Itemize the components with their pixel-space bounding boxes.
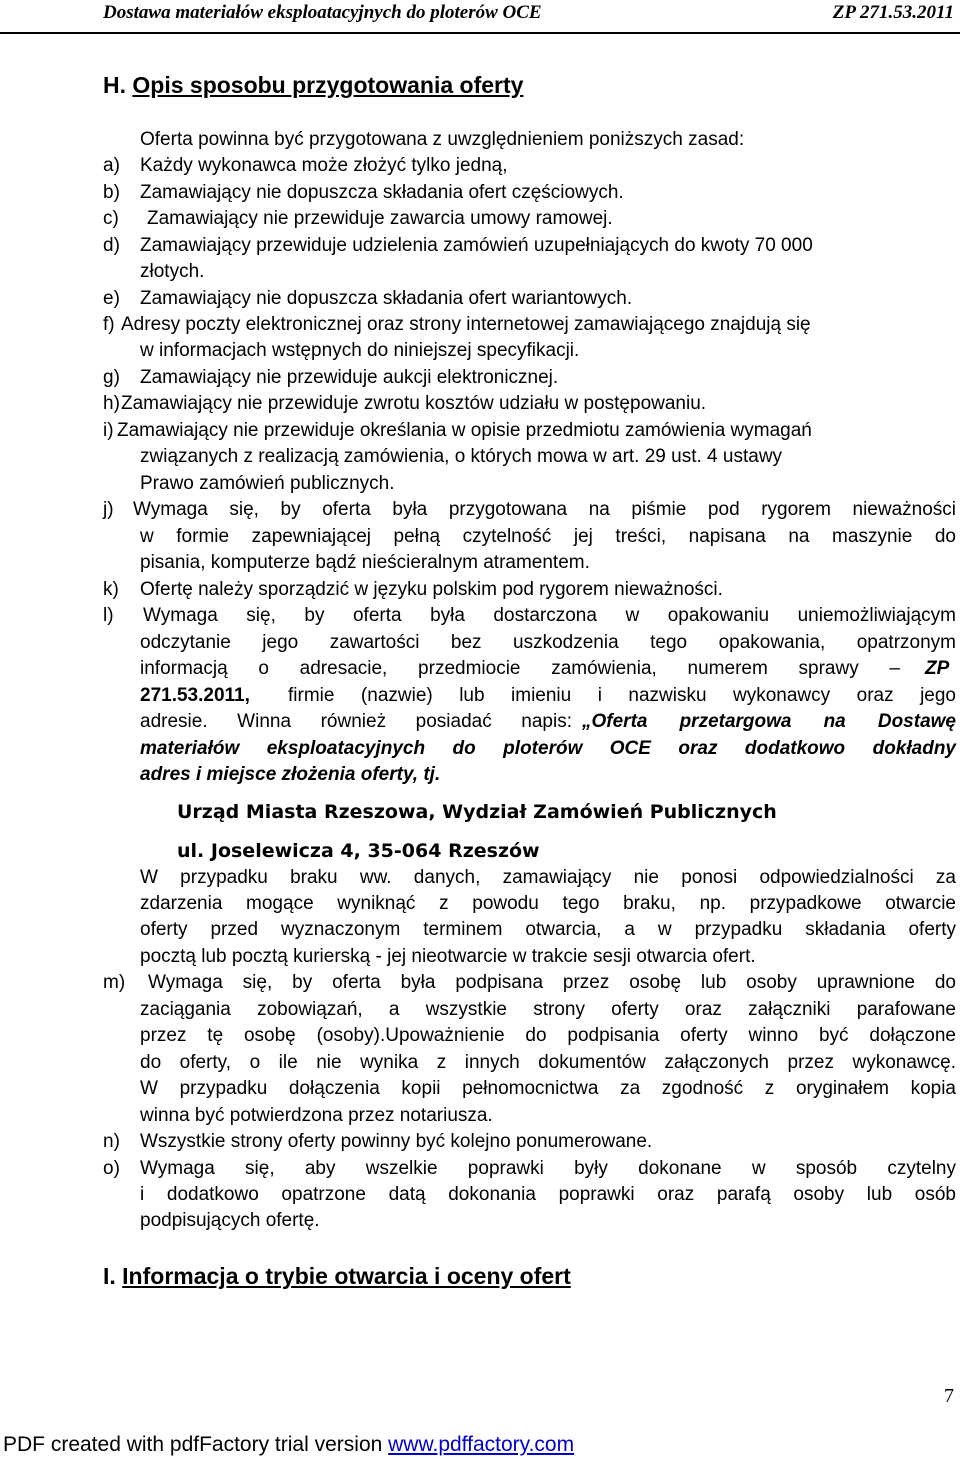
item-text: pisania, komputerze bądź nieścieralnym atramentem. <box>140 552 590 573</box>
item-text: w informacjach wstępnych do niniejszej specyfikacji. <box>140 340 580 361</box>
item-label: g) <box>103 367 120 388</box>
item-text: Wymaga się, by oferta była przygotowana na piśmie pod rygorem nieważności <box>133 499 956 520</box>
item-text: Wszystkie strony oferty powinny być kolejno ponumerowane. <box>140 1131 653 1152</box>
section-i-title: Informacja o trybie otwarcia i oceny ofert <box>122 1263 571 1289</box>
pdf-footer <box>3 1433 574 1457</box>
item-text: Ofertę należy sporządzić w języku polskim pod rygorem nieważności. <box>140 579 723 600</box>
section-h-prefix: H. <box>103 72 133 98</box>
item-text: związanych z realizacją zamówienia, o których mowa w art. 29 ust. 4 ustawy <box>140 446 783 467</box>
item-label: n) <box>103 1131 120 1152</box>
item-label: l) <box>103 605 114 626</box>
item-text: Zamawiający nie dopuszcza składania ofert częściowych. <box>140 182 624 203</box>
item-label: k) <box>103 579 119 600</box>
item-text: winna być potwierdzona przez notariusza. <box>140 1105 493 1126</box>
item-text: podpisujących ofertę. <box>140 1210 320 1231</box>
address-office: Urząd Miasta Rzeszowa, Wydział Zamówień Publicznych <box>177 801 777 823</box>
offer-label-text: materiałów eksploatacyjnych do ploterów OCE oraz dodatkowo dokładny <box>140 738 956 759</box>
item-text: zdarzenia mogące wyniknąć z powodu tego braku, np. przypadkowe otwarcie <box>140 893 956 914</box>
item-text: W przypadku braku ww. danych, zamawiający nie ponosi odpowiedzialności za <box>140 867 956 888</box>
footer-link[interactable]: www.pdffactory.com <box>388 1433 575 1456</box>
page-number: 7 <box>944 1385 954 1407</box>
item-text: W przypadku dołączenia kopii pełnomocnictwa za zgodność z oryginałem kopia <box>140 1078 956 1099</box>
item-text: Zamawiający nie przewiduje zawarcia umowy ramowej. <box>147 208 613 229</box>
section-h-title: Opis sposobu przygotowania oferty <box>132 72 524 98</box>
case-number-bold: 271.53.2011, <box>140 685 250 706</box>
intro-text: Oferta powinna być przygotowana z uwzględnieniem poniższych zasad: <box>140 129 745 150</box>
item-text: w formie zapewniającej pełną czytelność jej treści, napisana na maszynie do <box>140 526 956 547</box>
item-label: b) <box>103 182 120 203</box>
section-i-heading <box>103 1263 571 1290</box>
item-label: d) <box>103 235 120 256</box>
item-text: Zamawiający nie przewiduje zwrotu kosztów udziału w postępowaniu. <box>121 393 707 414</box>
item-text: i dodatkowo opatrzone datą dokonania poprawki oraz parafą osoby lub osób <box>140 1184 956 1205</box>
offer-label-text: adres i miejsce złożenia oferty, tj. <box>140 764 441 785</box>
item-label: e) <box>103 288 120 309</box>
item-label: j) <box>103 499 114 520</box>
item-text: Zamawiający nie przewiduje aukcji elektronicznej. <box>140 367 559 388</box>
item-label: c) <box>103 208 119 229</box>
item-text: adresie. Winna również posiadać napis: <box>140 711 572 732</box>
item-text: Zamawiający nie dopuszcza składania ofert wariantowych. <box>140 288 633 309</box>
section-h-heading <box>103 72 523 99</box>
item-text: odczytanie jego zawartości bez uszkodzenia tego opakowania, opatrzonym <box>140 632 956 653</box>
offer-label-text: „Oferta przetargowa na Dostawę <box>582 711 956 732</box>
item-label: a) <box>103 155 120 176</box>
item-text: Wymaga się, by oferta była dostarczona w opakowaniu uniemożliwiającym <box>143 605 956 626</box>
case-number-bold: ZP <box>925 658 950 679</box>
item-text: Zamawiający przewiduje udzielenia zamówień uzupełniających do kwoty 70 000 <box>140 235 813 256</box>
page-header <box>0 0 960 34</box>
item-text: Zamawiający nie przewiduje określania w opisie przedmiotu zamówienia wymagań <box>117 420 812 441</box>
item-text: informacją o adresacie, przedmiocie zamówienia, numerem sprawy – <box>140 658 900 679</box>
section-i-prefix: I. <box>103 1263 123 1289</box>
item-text: Wymaga się, aby wszelkie poprawki były dokonane w sposób czytelny <box>140 1158 956 1179</box>
header-case-number: ZP 271.53.2011 <box>832 2 954 23</box>
item-text: do oferty, o ile nie wynika z innych dokumentów załączonych przez wykonawcę. <box>140 1052 956 1073</box>
item-text: pocztą lub pocztą kurierską - jej nieotwarcie w trakcie sesji otwarcia ofert. <box>140 946 756 967</box>
item-text: złotych. <box>140 261 205 282</box>
item-text: Wymaga się, by oferta była podpisana przez osobę lub osoby uprawnione do <box>148 972 956 993</box>
item-label: o) <box>103 1158 120 1179</box>
address-street: ul. Joselewicza 4, 35-064 Rzeszów <box>177 840 540 862</box>
item-label: h) <box>103 393 120 414</box>
item-text: Prawo zamówień publicznych. <box>140 473 395 494</box>
footer-text: PDF created with pdfFactory trial version <box>3 1433 389 1456</box>
item-text: przez tę osobę (osoby).Upoważnienie do podpisania oferty winno być dołączone <box>140 1025 956 1046</box>
header-title: Dostawa materiałów eksploatacyjnych do ploterów OCE <box>103 2 542 23</box>
item-label: m) <box>103 972 126 993</box>
item-text: firmie (nazwie) lub imieniu i nazwisku wykonawcy oraz jego <box>288 685 956 706</box>
item-text: Adresy poczty elektronicznej oraz strony internetowej zamawiającego znajdują się <box>121 314 811 335</box>
item-label: f) <box>103 314 115 335</box>
item-text: oferty przed wyznaczonym terminem otwarcia, a w przypadku składania oferty <box>140 919 956 940</box>
item-text: Każdy wykonawca może złożyć tylko jedną, <box>140 155 508 176</box>
item-text: zaciągania zobowiązań, a wszystkie strony oferty oraz załączniki parafowane <box>140 999 956 1020</box>
item-label: i) <box>103 420 114 441</box>
